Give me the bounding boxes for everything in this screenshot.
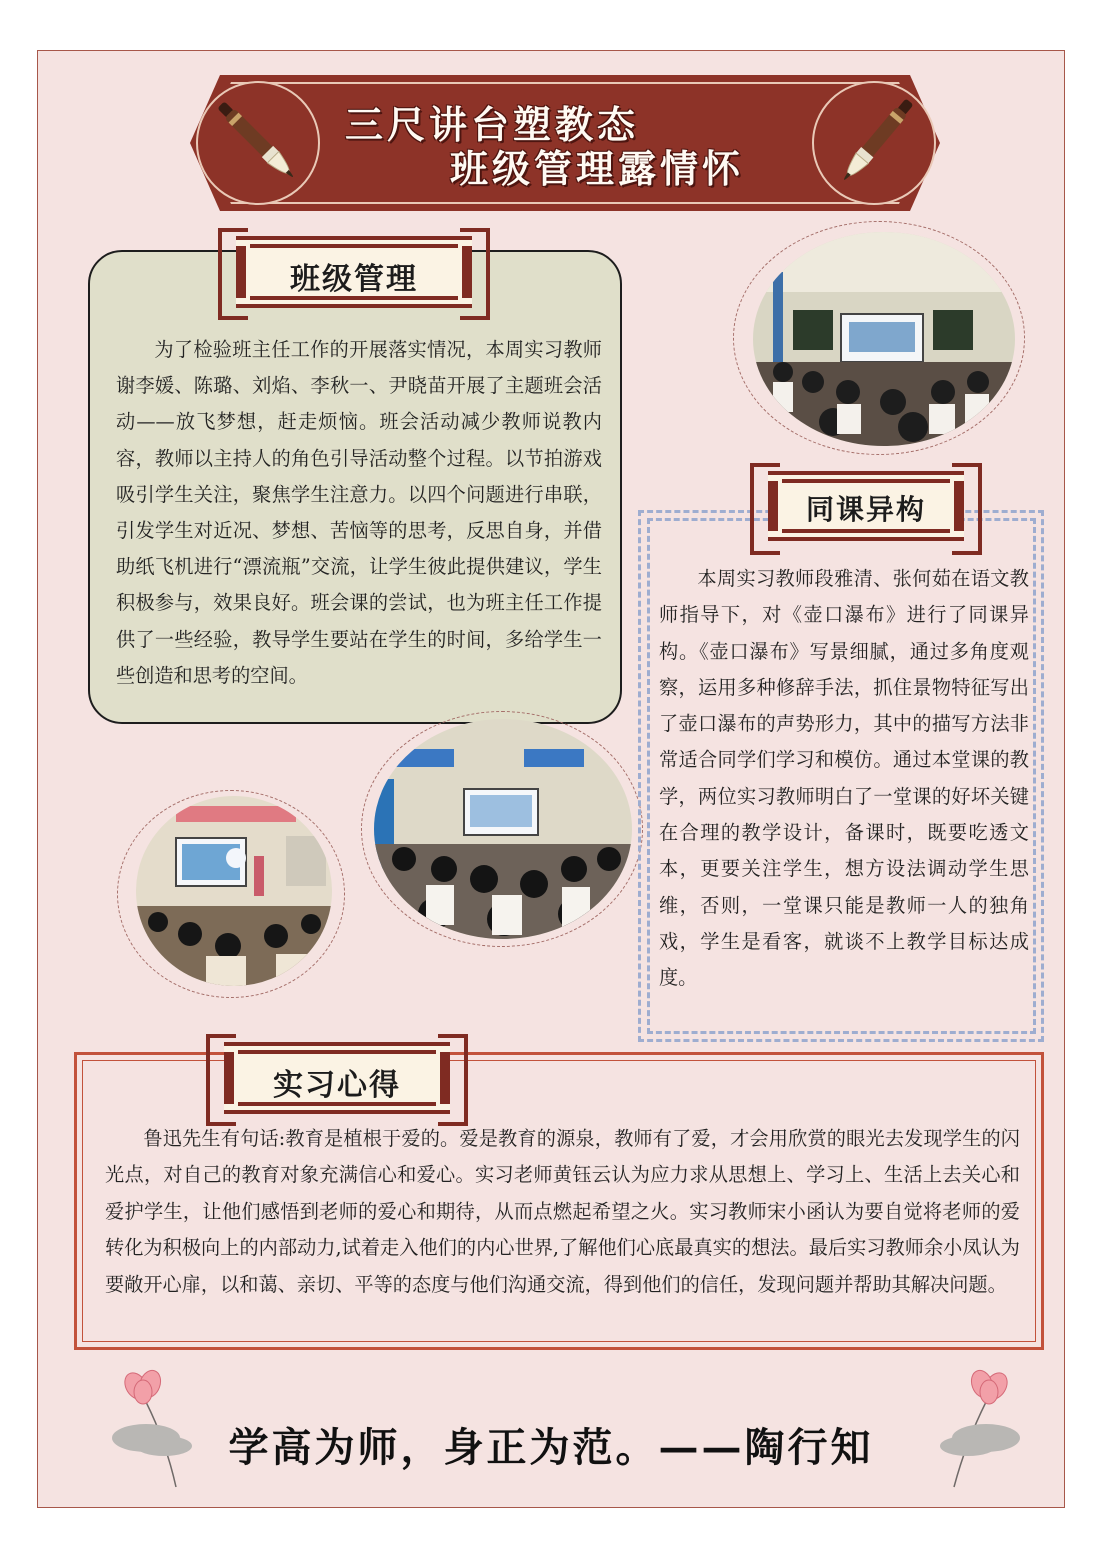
class-management-heading-label: 班级管理 <box>290 262 418 297</box>
class-management-box <box>88 250 622 724</box>
brush-icon <box>820 87 930 199</box>
same-lesson-heading <box>768 471 964 541</box>
classroom-photo-top-right <box>753 232 1015 446</box>
reflections-heading <box>224 1042 450 1114</box>
brush-medallion-left <box>196 81 320 205</box>
banner-title-line2: 班级管理露情怀 <box>450 147 745 191</box>
same-lesson-box-inner-border <box>647 518 1036 1034</box>
reflections-heading-label: 实习心得 <box>273 1068 401 1103</box>
class-management-text: 为了检验班主任工作的开展落实情况，本周实习教师谢李媛、陈璐、刘焰、李秋一、尹晓苗开展了主题班会活动——放飞梦想，赶走烦恼。班会活动减少教师说教内容，教师以主持人的角色引导活动整个过程。以节拍游戏吸引学生关注，聚焦学生注意力。以四个问题进行串联，引发学生对近况、梦想、苦恼等的思考，反思自身，并借助纸飞机进行“漂流瓶”交流，让学生彼此提供建议，学生积极参与，效果良好。班会课的尝试，也为班主任工作提供了一些经验，教导学生要站在学生的时间，多给学生一些创造和思考的空间。 <box>116 338 602 687</box>
brush-medallion-right <box>812 81 936 205</box>
class-management-heading <box>236 236 472 308</box>
brush-icon <box>204 87 314 199</box>
banner-title-line1: 三尺讲台塑教态 <box>345 103 640 147</box>
reflections-text: 鲁迅先生有句话:教育是植根于爱的。爱是教育的源泉，教师有了爱，才会用欣赏的眼光去发现学生的闪光点，对自己的教育对象充满信心和爱心。实习老师黄钰云认为应力求从思想上、学习上、生活上去关心和爱护学生，让他们感悟到老师的爱心和期待，从而点燃起希望之火。实习教师宋小函认为要自觉将老师的爱转化为积极向上的内部动力,试着走入他们的内心世界,了解他们心底最真实的想法。最后实习教师余小凤认为要敞开心扉，以和蔼、亲切、平等的态度与他们沟通交流，得到他们的信任，发现问题并帮助其解决问题。 <box>105 1127 1020 1296</box>
classroom-photo-left <box>136 796 332 986</box>
same-lesson-text: 本周实习教师段雅清、张何茹在语文教师指导下，对《壶口瀑布》进行了同课异构。《壶口瀑布》写景细腻，通过多角度观察，运用多种修辞手法，抓住景物特征写出了壶口瀑布的声势形力，其中的描写方法非常适合同学们学习和模仿。通过本堂课的教学，两位实习教师明白了一堂课的好坏关键在合理的教学设计，备课时，既要吃透文本，更要关注学生，想方设法调动学生思维，否则，一堂课只能是教师一人的独角戏，学生是看客，就谈不上教学目标达成度。 <box>659 567 1029 990</box>
quote-footer: 学高为师，身正为范。——陶行知 <box>228 1424 874 1471</box>
classroom-photo-center <box>374 719 632 939</box>
same-lesson-heading-label: 同课异构 <box>805 493 926 526</box>
